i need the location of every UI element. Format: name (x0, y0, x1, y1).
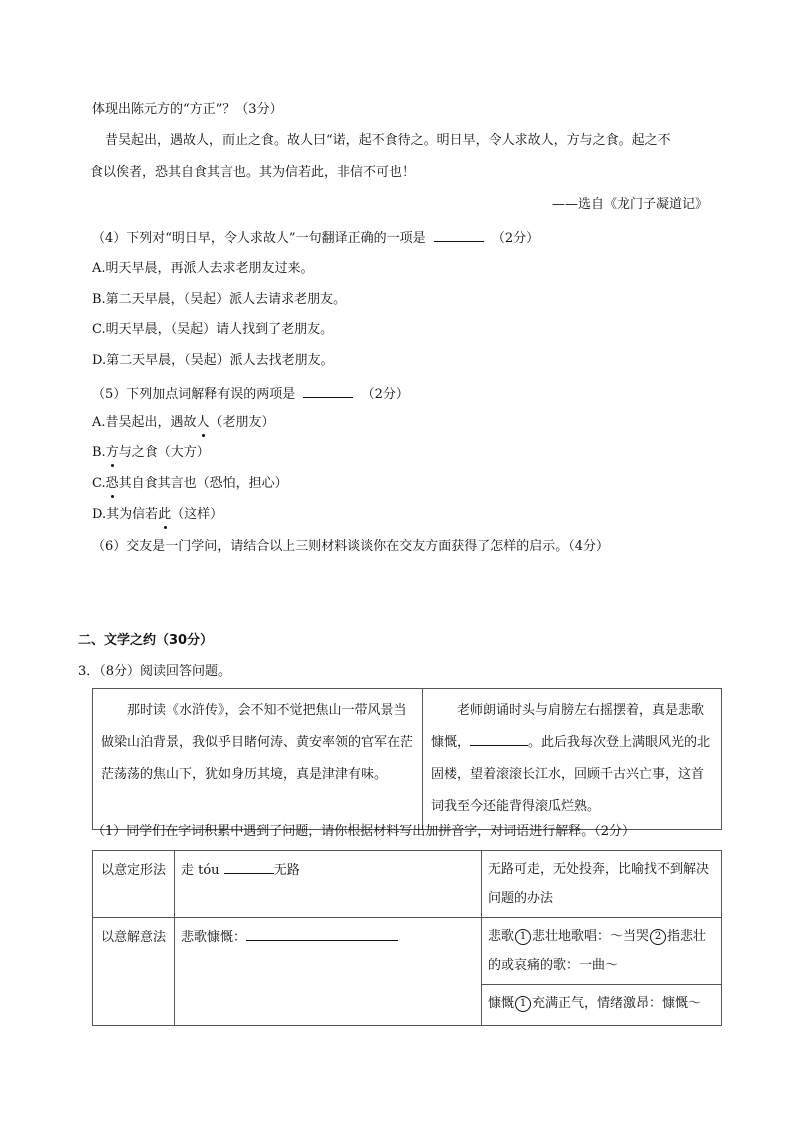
dotted-word: 人 (197, 413, 210, 433)
option-b-letter: B. (92, 445, 106, 460)
question-5-text: （5）下列加点词解释有误的两项是 (92, 387, 296, 402)
circled-number: 1 (515, 929, 531, 945)
material-right-text-1: 老师朗诵时头与肩膀左右摇摆着，真是悲歌慷慨， (431, 703, 705, 750)
method-2-explanation-2 (482, 985, 722, 1026)
question-4-option-b: B.第二天早晨，（吴起）派人去请求老朋友。 (92, 292, 347, 307)
dotted-word: 恐 (106, 474, 119, 494)
word-pinyin: 走 tóu (181, 863, 220, 878)
question-3-1: （1）同学们在字词积累中遇到了问题，请你根据材料写出加拼音字，对词语进行解释。（2分） (92, 824, 636, 839)
materials-table (92, 688, 722, 830)
option-d-text: D.其为信若 (92, 507, 159, 522)
question-4-option-c: C.明天早晨，（吴起）请人找到了老朋友。 (92, 322, 334, 337)
sense-2: 指悲壮的或哀痛的歌：一曲～ (488, 929, 707, 973)
method-2-explanation (482, 918, 722, 985)
method-1-explanation: 无路可走，无处投奔，比喻找不到解决问题的办法 (482, 851, 722, 918)
phrase-answer-blank[interactable] (246, 926, 398, 941)
dotted-word: 方 (106, 443, 119, 463)
material-right-text-2: 。此后我每次登上满眼风光的北固楼，望着滚滚长江水，回顾千古兴亡事，这首词我至今还能背得滚瓜烂熟。 (431, 735, 711, 814)
option-c-letter: C. (92, 476, 106, 491)
section-2-title: 二、文学之约（30分） (78, 633, 214, 648)
material-left: 那时读《水浒传》，会不知不觉把焦山一带风景当做梁山泊背景，我似乎目睹何涛、黄安率领的官军在茫茫荡荡的焦山下，犹如身历其境，真是津津有味。 (93, 689, 423, 830)
question-4-answer-blank[interactable] (434, 227, 484, 242)
option-b-gloss: 与之食（大方） (118, 445, 210, 460)
material-right (423, 689, 722, 830)
passage-line-2: 食以俟者，恐其自食其言也。其为信若此，非信不可也！ (90, 165, 416, 180)
vocabulary-table (92, 850, 722, 1026)
phrase-label: 悲歌慷慨： (181, 930, 247, 945)
material-blank[interactable] (470, 731, 528, 746)
dotted-word: 此 (158, 505, 171, 525)
passage-line-1: 昔吴起出，遇故人，而止之食。故人曰“诺，起不食待之。明日早，令人求故人，方与之食。起之不 (105, 133, 671, 148)
option-a-text: A.昔吴起出，遇故 (92, 415, 197, 430)
question-4-option-a: A.明天早晨，再派人去求老朋友过来。 (92, 261, 314, 276)
question-5-option-c (92, 474, 288, 494)
method-1-item (175, 851, 482, 918)
question-2-3-tail: 体现出陈元方的“方正”？（3分） (92, 102, 283, 117)
word-suffix: 无路 (273, 863, 300, 878)
question-3-stem: 3．（8分）阅读回答问题。 (78, 664, 232, 679)
question-5-score: （2分） (361, 387, 409, 402)
sense-1: 悲壮地歌唱：～当哭 (532, 929, 650, 944)
question-5-option-a (92, 413, 275, 433)
option-a-gloss: （老朋友） (209, 415, 275, 430)
method-2-item (175, 918, 482, 1026)
question-5-answer-blank[interactable] (303, 383, 353, 398)
circled-number: 2 (650, 929, 666, 945)
pinyin-answer-blank[interactable] (224, 859, 274, 874)
question-5-stem (92, 383, 409, 405)
term-kangkai: 慷慨 (488, 996, 515, 1011)
question-4-score: （2分） (491, 231, 540, 246)
term-beige: 悲歌 (488, 929, 515, 944)
option-c-gloss: 其自食其言也（恐怕，担心） (118, 476, 288, 491)
question-4-text: （4）下列对“明日早，令人求故人”一句翻译正确的一项是 (92, 231, 426, 246)
method-label-2: 以意解意法 (93, 918, 175, 1026)
passage-source: ——选自《龙门子凝道记》 (552, 197, 709, 212)
option-d-gloss: （这样） (171, 507, 224, 522)
question-5-option-d (92, 505, 223, 525)
sense-1: 充满正气，情绪激昂：慷慨～ (532, 996, 702, 1011)
question-6: （6）交友是一门学问，请结合以上三则材料谈谈你在交友方面获得了怎样的启示。（4分） (92, 539, 610, 554)
question-4-stem (92, 227, 539, 249)
question-4-option-d: D.第二天早晨，（吴起）派人去找老朋友。 (92, 353, 334, 368)
method-label-1: 以意定形法 (93, 851, 175, 918)
circled-number: 1 (515, 996, 531, 1012)
question-5-option-b (92, 443, 210, 463)
